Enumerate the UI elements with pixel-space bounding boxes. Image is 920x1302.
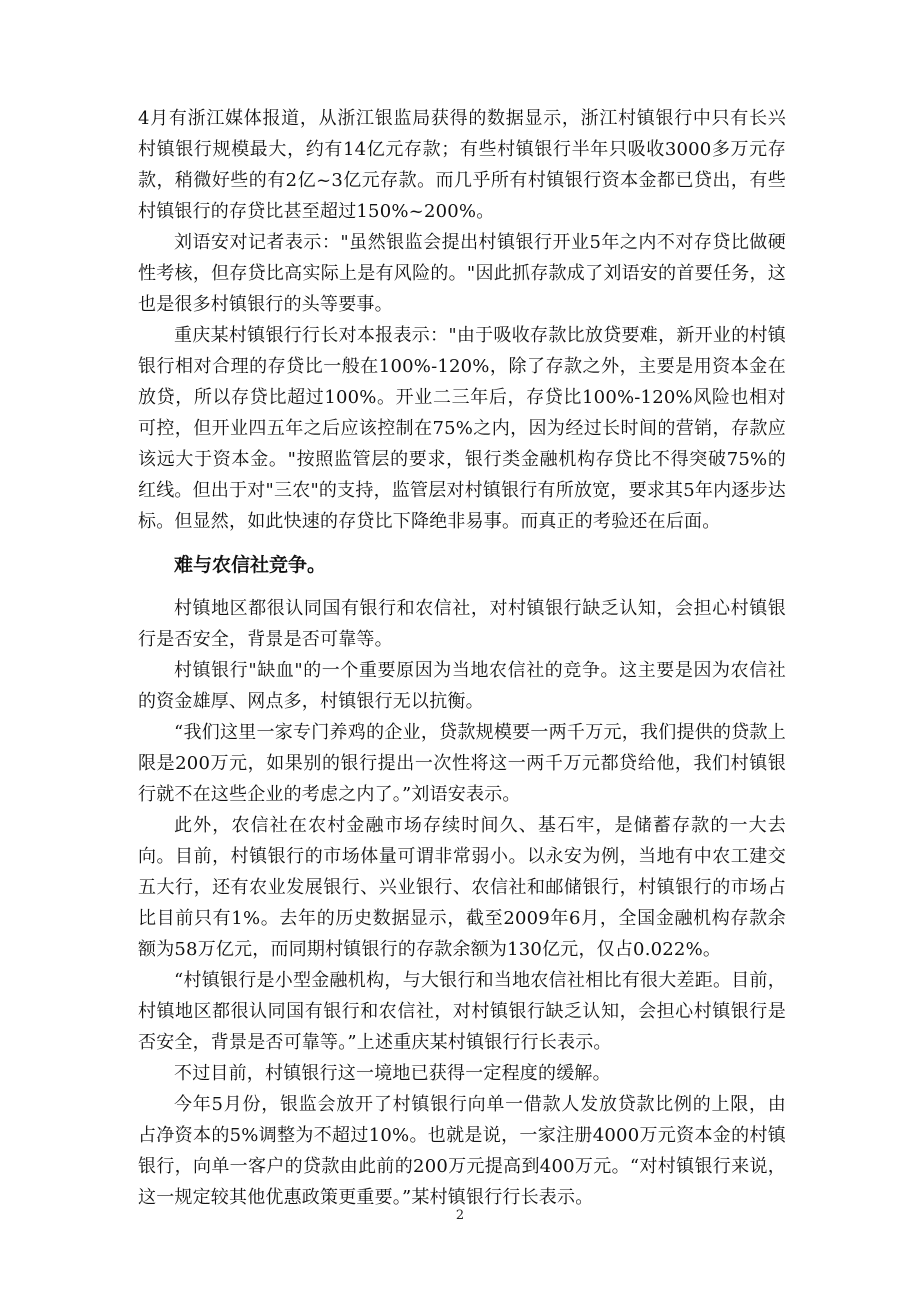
paragraph-small-institution: “村镇银行是小型金融机构，与大银行和当地农信社相比有很大差距。目前，村镇地区都很认同国有银行和农信社，对村镇银行缺乏认知，会担心村镇银行是否安全，背景是否可靠等。”上述重庆某村镇银行行长表示。: [138, 970, 786, 1053]
page-number: 2: [455, 1208, 465, 1223]
paragraph-liu-statement: 刘语安对记者表示："虽然银监会提出村镇银行开业5年之内不对存贷比做硬性考核，但存贷比高实际上是有风险的。"因此抓存款成了刘语安的首要任务，这也是很多村镇银行的头等要事。: [138, 232, 786, 315]
paragraph-deposit-data: 4月有浙江媒体报道，从浙江银监局获得的数据显示，浙江村镇银行中只有长兴村镇银行规模最大，约有14亿元存款；有些村镇银行半年只吸收3000多万元存款，稍微好些的有2亿~3亿元存款。而几乎所有村镇银行资本金都已贷出，有些村镇银行的存贷比甚至超过150%~200%。: [138, 108, 786, 222]
paragraph-market-share: 此外，农信社在农村金融市场存续时间久、基石牢，是储蓄存款的一大去向。目前，村镇银行的市场体量可谓非常弱小。以永安为例，当地有中农工建交五大行，还有农业发展银行、兴业银行、农信社和邮储银行，村镇银行的市场占比目前只有1%。去年的历史数据显示，截至2009年6月，全国金融机构存款余额为58万亿元，而同期村镇银行的存款余额为130亿元，仅占0.022%。: [138, 815, 786, 960]
paragraph-trust-issue: 村镇地区都很认同国有银行和农信社，对村镇银行缺乏认知，会担心村镇银行是否安全，背景是否可靠等。: [138, 598, 786, 650]
paragraph-chicken-enterprise: “我们这里一家专门养鸡的企业，贷款规模要一两千万元，我们提供的贷款上限是200万元，如果别的银行提出一次性将这一两千万元都贷给他，我们村镇银行就不在这些企业的考虑之内了。”刘语安表示。: [138, 722, 786, 805]
document-body: [138, 103, 786, 1213]
paragraph-relief: 不过目前，村镇银行这一境地已获得一定程度的缓解。: [174, 1063, 611, 1084]
section-heading: 难与农信社竞争。: [174, 554, 327, 576]
paragraph-loan-limit: 今年5月份，银监会放开了村镇银行向单一借款人发放贷款比例的上限，由占净资本的5%调整为不超过10%。也就是说，一家注册4000万元资本金的村镇银行，向单一客户的贷款由此前的200万元提高到400万元。“对村镇银行来说，这一规定较其他优惠政策更重要。”某村镇银行行长表示。: [138, 1094, 786, 1208]
paragraph-competition: 村镇银行"缺血"的一个重要原因为当地农信社的竞争。这主要是因为农信社的资金雄厚、网点多，村镇银行无以抗衡。: [138, 660, 786, 712]
paragraph-chongqing-statement: 重庆某村镇银行行长对本报表示："由于吸收存款比放贷要难，新开业的村镇银行相对合理的存贷比一般在100%-120%，除了存款之外，主要是用资本金在放贷，所以存贷比超过100%。开业二三年后，存贷比100%-120%风险也相对可控，但开业四五年之后应该控制在75%之内，因为经过长时间的营销，存款应该远大于资本金。"按照监管层的要求，银行类金融机构存贷比不得突破75%的红线。但出于对"三农"的支持，监管层对村镇银行有所放宽，要求其5年内逐步达标。但显然，如此快速的存贷比下降绝非易事。而真正的考验还在后面。: [138, 325, 786, 532]
